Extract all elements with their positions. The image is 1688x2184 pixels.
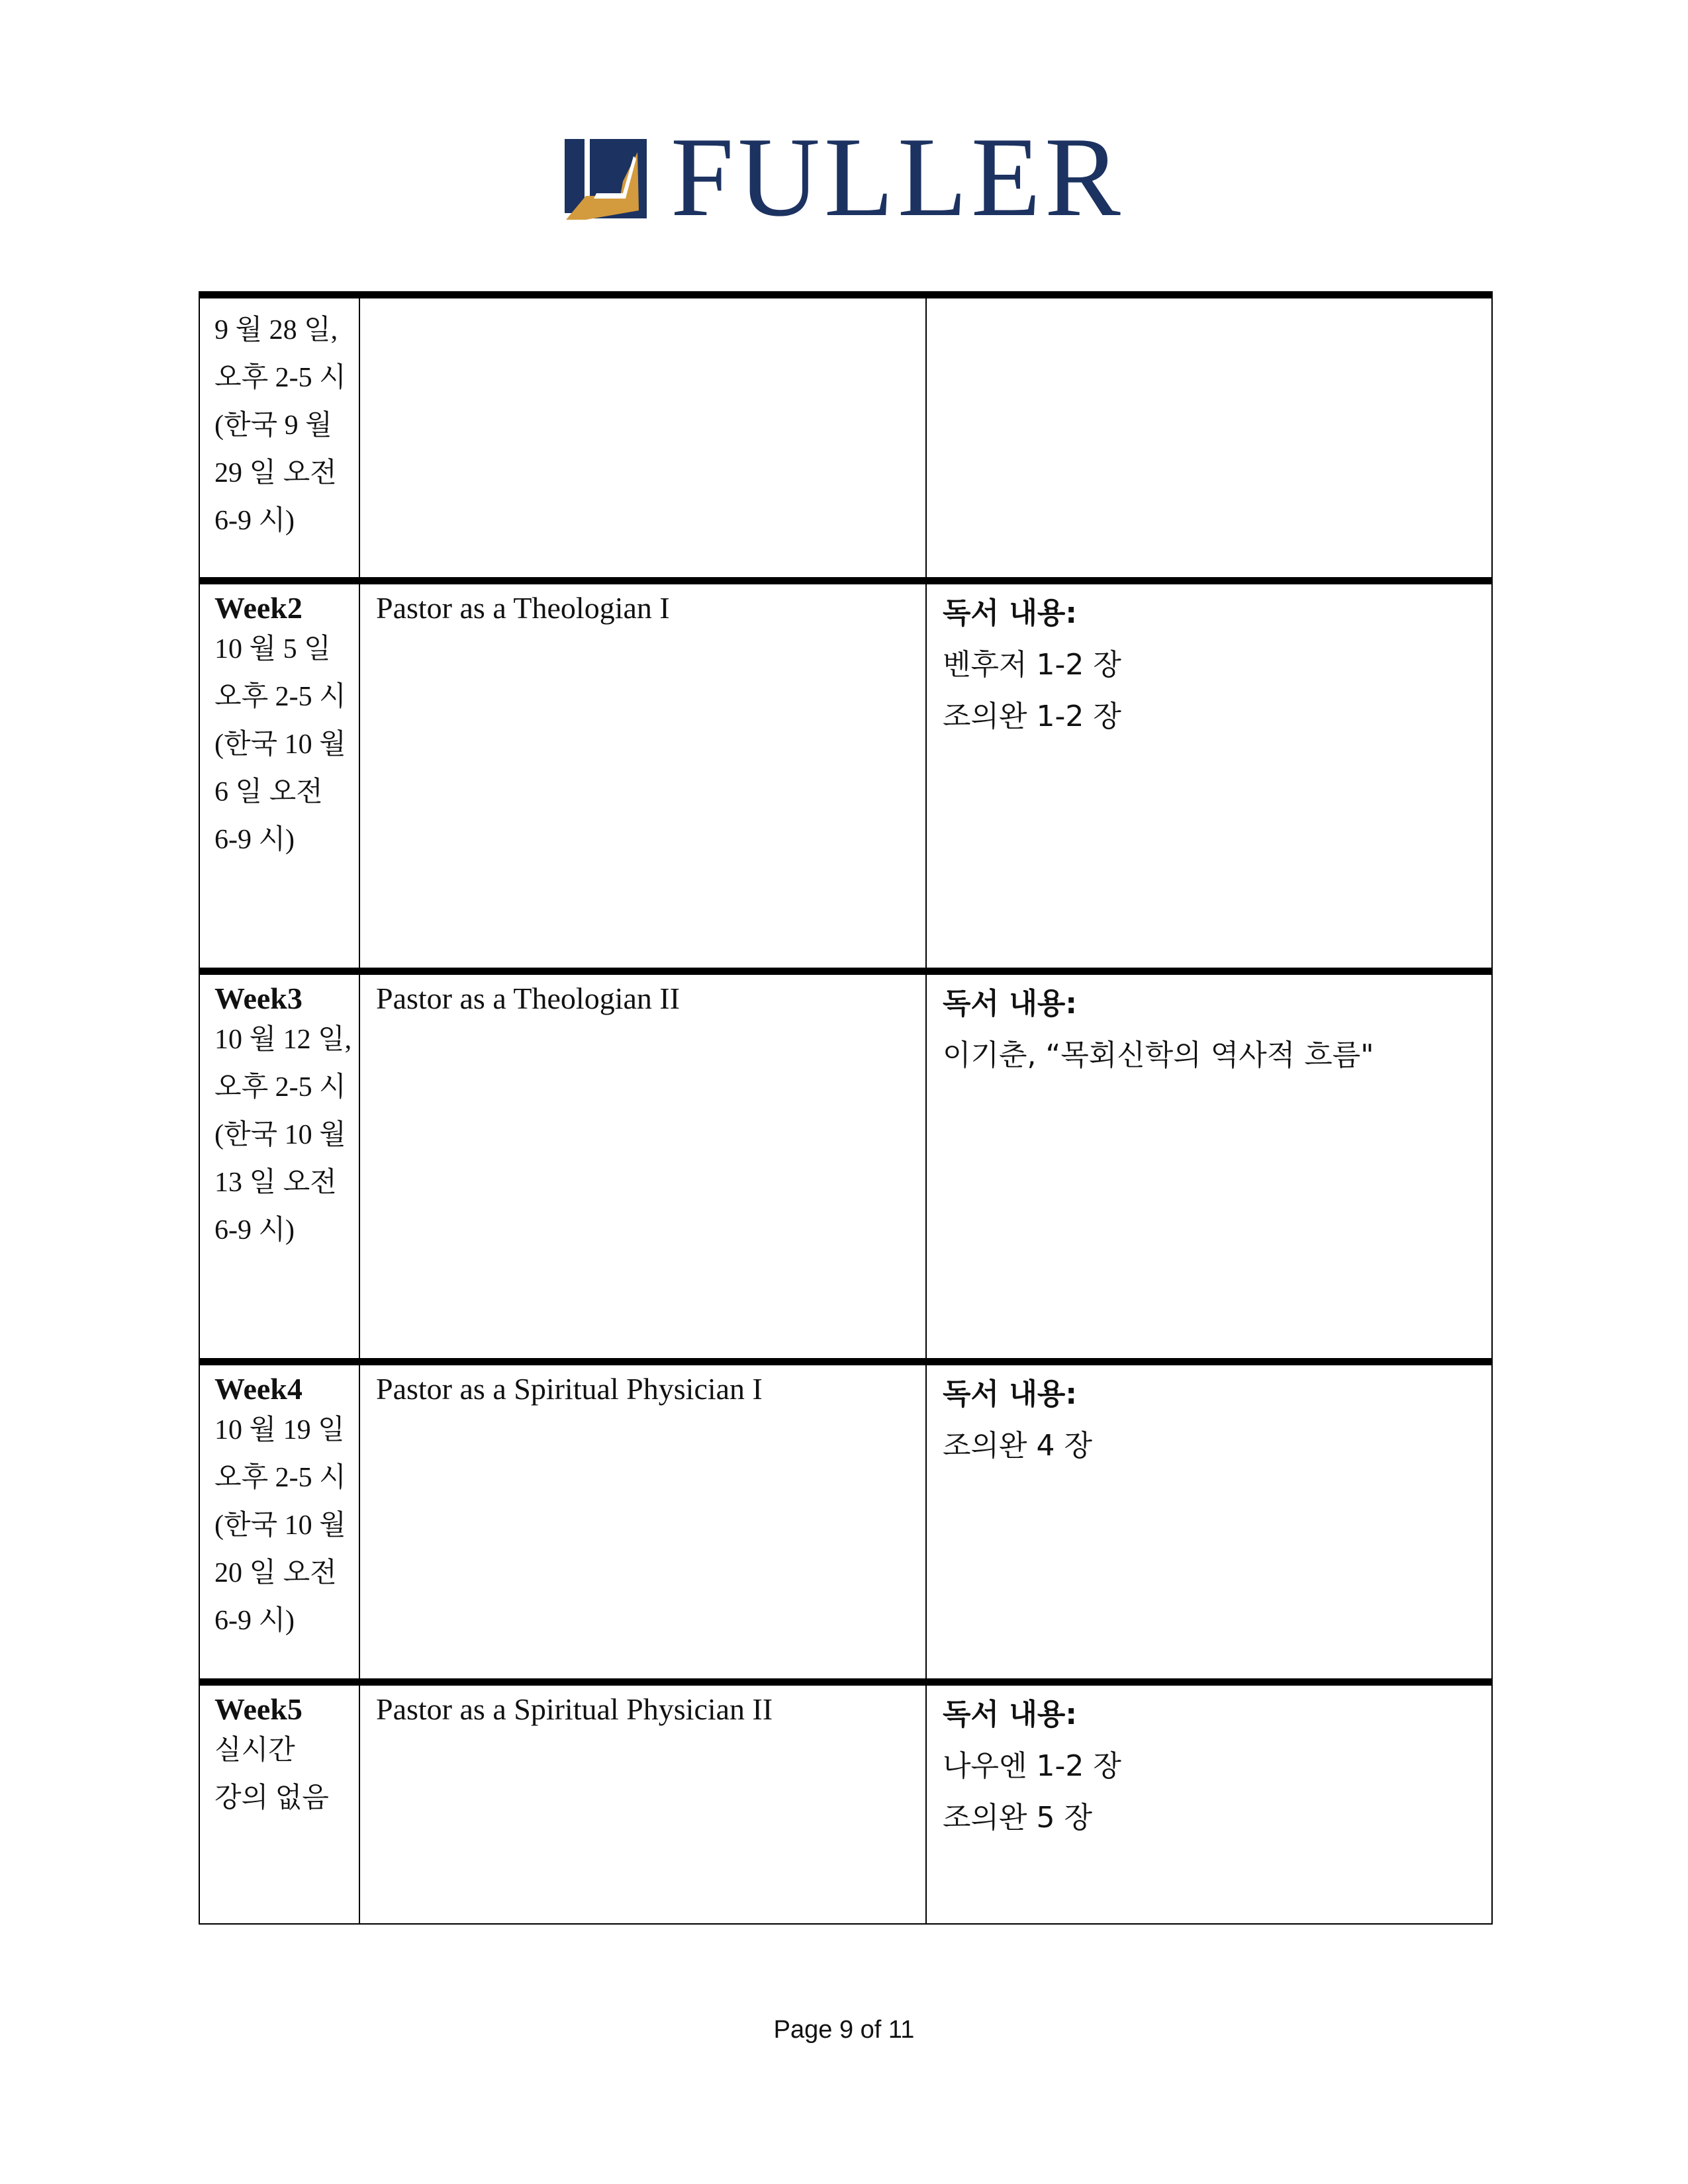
logo-wordmark: FULLER bbox=[671, 114, 1125, 240]
reading-cell bbox=[927, 1686, 1491, 1923]
reading-item: 조의완 5 장 bbox=[943, 1801, 1092, 1835]
date-cell bbox=[200, 1365, 360, 1678]
table-row bbox=[199, 577, 1493, 968]
fuller-logo bbox=[559, 114, 1129, 240]
table-row bbox=[199, 291, 1493, 577]
table-row bbox=[199, 1678, 1493, 1925]
reading-label: 독서 내용: bbox=[943, 596, 1077, 630]
reading-cell bbox=[927, 298, 1491, 577]
schedule-table bbox=[199, 291, 1493, 1925]
session-date: 10 월 12 일, 오후 2-5 시 (한국 10 월 13 일 오전 6-9 시) bbox=[214, 1024, 352, 1246]
reading-item: 벤후저 1-2 장 bbox=[943, 648, 1121, 682]
reading-item: 조의완 1-2 장 bbox=[943, 700, 1121, 733]
week-label: Week3 bbox=[214, 981, 303, 1015]
reading-cell bbox=[927, 1365, 1491, 1678]
topic-cell bbox=[360, 584, 927, 968]
topic-cell bbox=[360, 1365, 927, 1678]
session-topic: Pastor as a Spiritual Physician II bbox=[376, 1692, 773, 1726]
reading-cell bbox=[927, 584, 1491, 968]
session-topic: Pastor as a Spiritual Physician I bbox=[376, 1372, 763, 1406]
date-cell bbox=[200, 584, 360, 968]
reading-cell bbox=[927, 975, 1491, 1358]
reading-label: 독서 내용: bbox=[943, 987, 1077, 1021]
reading-label: 독서 내용: bbox=[943, 1377, 1077, 1411]
session-date: 10 월 5 일 오후 2-5 시 (한국 10 월 6 일 오전 6-9 시) bbox=[214, 634, 346, 855]
topic-cell bbox=[360, 975, 927, 1358]
reading-item: 조의완 4 장 bbox=[943, 1429, 1092, 1463]
page-number: Page 9 of 11 bbox=[773, 2016, 915, 2044]
week-label: Week5 bbox=[214, 1692, 303, 1726]
date-cell bbox=[200, 975, 360, 1358]
table-row bbox=[199, 1358, 1493, 1678]
session-date: 9 월 28 일, 오후 2-5 시 (한국 9 월 29 일 오전 6-9 시) bbox=[214, 315, 346, 536]
date-cell bbox=[200, 298, 360, 577]
session-date: 10 월 19 일 오후 2-5 시 (한국 10 월 20 일 오전 6-9 시) bbox=[214, 1415, 346, 1636]
week-label: Week2 bbox=[214, 591, 303, 625]
topic-cell bbox=[360, 1686, 927, 1923]
fuller-book-icon bbox=[559, 132, 652, 225]
date-cell bbox=[200, 1686, 360, 1923]
reading-label: 독서 내용: bbox=[943, 1698, 1077, 1731]
topic-cell bbox=[360, 298, 927, 577]
session-date: 실시간 강의 없음 bbox=[214, 1735, 329, 1813]
table-row bbox=[199, 968, 1493, 1358]
week-label: Week4 bbox=[214, 1372, 303, 1406]
reading-item: 나우엔 1-2 장 bbox=[943, 1749, 1121, 1783]
session-topic: Pastor as a Theologian I bbox=[376, 591, 670, 625]
reading-item: 이기춘, “목회신학의 역사적 흐름" bbox=[943, 1038, 1374, 1072]
session-topic: Pastor as a Theologian II bbox=[376, 981, 680, 1015]
